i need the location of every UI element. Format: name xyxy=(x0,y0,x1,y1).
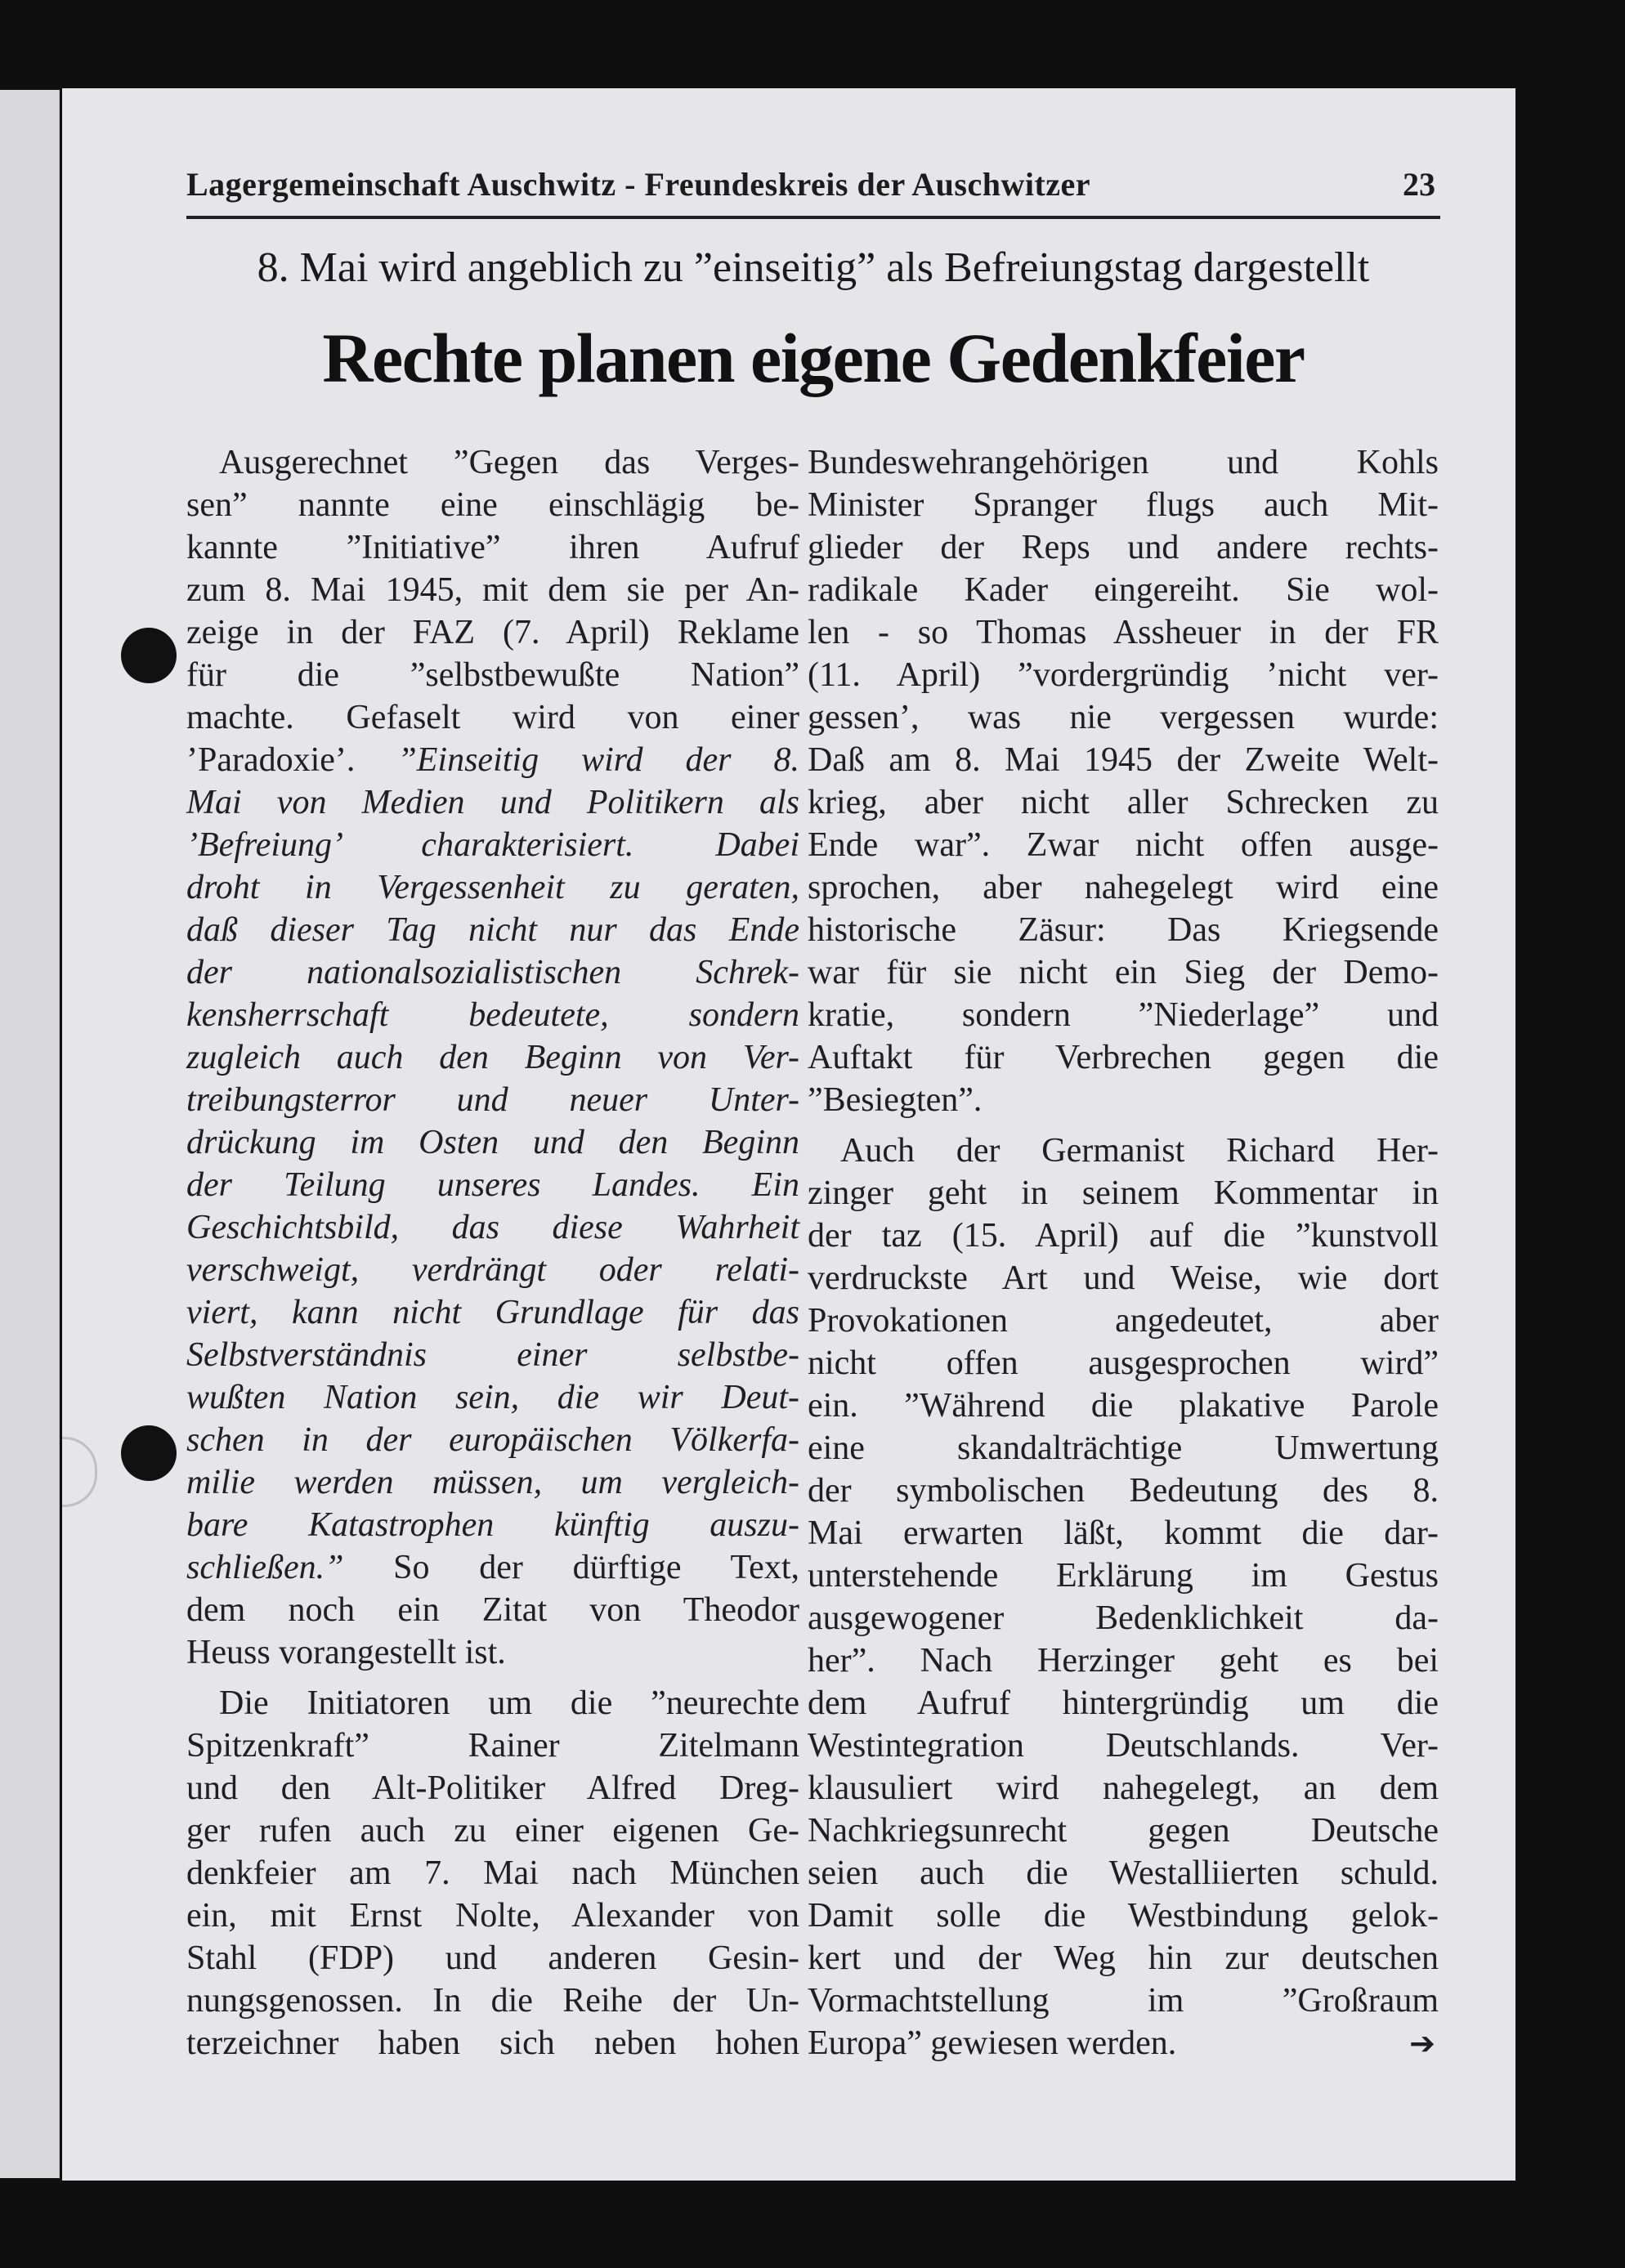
text-line: len - so Thomas Assheuer in der FR xyxy=(808,614,1439,651)
text-line: ger rufen auch zu einer eigenen Ge- xyxy=(186,1812,799,1850)
quote-line: wußten Nation sein, die wir Deut- xyxy=(186,1379,799,1416)
text-line: Minister Spranger flugs auch Mit- xyxy=(808,486,1439,524)
text-line: nicht offen ausgesprochen wird” xyxy=(808,1344,1439,1382)
text-line: (11. April) ”vordergründig ’nicht ver- xyxy=(808,656,1439,694)
text-run: So der dürftige Text, xyxy=(343,1549,799,1586)
quote-run: ”Einseitig wird der 8. xyxy=(397,741,799,779)
quote-line: Selbstverständnis einer selbstbe- xyxy=(186,1336,799,1374)
text-line: denkfeier am 7. Mai nach München xyxy=(186,1854,799,1892)
text-line: sprochen, aber nahegelegt wird eine xyxy=(808,869,1439,906)
quote-line: viert, kann nicht Grundlage für das xyxy=(186,1294,799,1331)
quote-line: verschweigt, verdrängt oder relati- xyxy=(186,1251,799,1289)
text-line: Auftakt für Verbrechen gegen die xyxy=(808,1039,1439,1076)
text-line: ein, mit Ernst Nolte, Alexander von xyxy=(186,1897,799,1935)
text-line: verdruckste Art und Weise, wie dort xyxy=(808,1259,1439,1297)
article-headline: Rechte planen eigene Gedenkfeier xyxy=(322,319,1305,397)
text-run: ’Paradoxie’. xyxy=(186,741,398,779)
text-line: Daß am 8. Mai 1945 der Zweite Welt- xyxy=(808,741,1439,779)
text-line: Nachkriegsunrecht gegen Deutsche xyxy=(808,1812,1439,1850)
page-edge-mark xyxy=(62,1437,97,1507)
text-line: ein. ”Während die plakative Parole xyxy=(808,1387,1439,1425)
text-line: Vormachtstellung im ”Großraum xyxy=(808,1982,1439,2020)
text-line xyxy=(808,2022,1439,2064)
quote-line: droht in Vergessenheit zu geraten, xyxy=(186,869,799,906)
text-line: nungsgenossen. In die Reihe der Un- xyxy=(186,1982,799,2020)
text-line: kert und der Weg hin zur deutschen xyxy=(808,1939,1439,1977)
page-header xyxy=(186,159,1440,219)
text-line: her”. Nach Herzinger geht es bei xyxy=(808,1642,1439,1680)
quote-line: der Teilung unseres Landes. Ein xyxy=(186,1166,799,1204)
text-line: zeige in der FAZ (7. April) Reklame xyxy=(186,614,799,651)
text-line: ausgewogener Bedenklichkeit da- xyxy=(808,1599,1439,1637)
text-line xyxy=(186,739,799,781)
quote-line: bare Katastrophen künftig auszu- xyxy=(186,1506,799,1544)
running-head: Lagergemeinschaft Auschwitz - Freundeskreis der Auschwitzer xyxy=(186,166,1091,203)
text-line: der symbolischen Bedeutung des 8. xyxy=(808,1472,1439,1510)
quote-run: schließen.” xyxy=(186,1549,344,1586)
text-line: krieg, aber nicht aller Schrecken zu xyxy=(808,784,1439,821)
page-number: 23 xyxy=(1403,166,1435,203)
quote-line: milie werden müssen, um vergleich- xyxy=(186,1464,799,1501)
text-line: glieder der Reps und andere rechts- xyxy=(808,529,1439,566)
document-page xyxy=(62,88,1515,2181)
quote-line: der nationalsozialistischen Schrek- xyxy=(186,954,799,991)
left-column xyxy=(186,441,799,2133)
quote-line: schen in der europäischen Völkerfa- xyxy=(186,1421,799,1459)
text-line: Heuss vorangestellt ist. xyxy=(186,1634,506,1671)
text-line: Die Initiatoren um die ”neurechte xyxy=(219,1684,799,1722)
text-line: war für sie nicht ein Sieg der Demo- xyxy=(808,954,1439,991)
quote-line: drückung im Osten und den Beginn xyxy=(186,1124,799,1161)
text-line: dem noch ein Zitat von Theodor xyxy=(186,1591,799,1629)
adjacent-page-edge xyxy=(0,90,60,2178)
text-line: Auch der Germanist Richard Her- xyxy=(840,1132,1439,1170)
text-line: gessen’, was nie vergessen wurde: xyxy=(808,699,1439,736)
punch-hole-upper xyxy=(121,628,177,683)
text-line: terzeichner haben sich neben hohen xyxy=(186,2024,799,2062)
text-line: Mai erwarten läßt, kommt die dar- xyxy=(808,1514,1439,1552)
text-line: Bundeswehrangehörigen und Kohls xyxy=(808,444,1439,481)
text-run: Europa” gewiesen werden. xyxy=(808,2024,1177,2062)
quote-line: Mai von Medien und Politikern als xyxy=(186,784,799,821)
text-line: klausuliert wird nahegelegt, an dem xyxy=(808,1769,1439,1807)
article-kicker: 8. Mai wird angeblich zu ”einseitig” als Befreiungstag dargestellt xyxy=(257,244,1370,291)
text-line: seien auch die Westalliierten schuld. xyxy=(808,1854,1439,1892)
text-line: ”Besiegten”. xyxy=(808,1081,983,1119)
text-line: radikale Kader eingereiht. Sie wol- xyxy=(808,571,1439,609)
quote-line: ’Befreiung’ charakterisiert. Dabei xyxy=(186,826,799,864)
text-line: unterstehende Erklärung im Gestus xyxy=(808,1557,1439,1595)
text-line: Provokationen angedeutet, aber xyxy=(808,1302,1439,1340)
text-line: Damit solle die Westbindung gelok- xyxy=(808,1897,1439,1935)
text-line: Ende war”. Zwar nicht offen ausge- xyxy=(808,826,1439,864)
text-line: eine skandalträchtige Umwertung xyxy=(808,1429,1439,1467)
text-line: der taz (15. April) auf die ”kunstvoll xyxy=(808,1217,1439,1255)
quote-line: daß dieser Tag nicht nur das Ende xyxy=(186,911,799,949)
text-line: zinger geht in seinem Kommentar in xyxy=(808,1174,1439,1212)
text-line: und den Alt-Politiker Alfred Dreg- xyxy=(186,1769,799,1807)
text-line: historische Zäsur: Das Kriegsende xyxy=(808,911,1439,949)
continue-arrow-icon: ➔ xyxy=(1409,2025,1435,2061)
text-line: zum 8. Mai 1945, mit dem sie per An- xyxy=(186,571,799,609)
text-line: Stahl (FDP) und anderen Gesin- xyxy=(186,1939,799,1977)
text-line: Westintegration Deutschlands. Ver- xyxy=(808,1727,1439,1765)
text-line: kannte ”Initiative” ihren Aufruf xyxy=(186,529,799,566)
quote-line: kensherrschaft bedeutete, sondern xyxy=(186,996,799,1034)
punch-hole-lower xyxy=(121,1425,177,1481)
text-line: Ausgerechnet ”Gegen das Verges- xyxy=(219,444,799,481)
text-line: dem Aufruf hintergründig um die xyxy=(808,1684,1439,1722)
text-line: kratie, sondern ”Niederlage” und xyxy=(808,996,1439,1034)
text-line xyxy=(186,1546,799,1589)
text-line: für die ”selbstbewußte Nation” xyxy=(186,656,799,694)
right-column xyxy=(808,441,1439,2133)
text-line: machte. Gefaselt wird von einer xyxy=(186,699,799,736)
text-line: Spitzenkraft” Rainer Zitelmann xyxy=(186,1727,799,1765)
quote-line: treibungsterror und neuer Unter- xyxy=(186,1081,799,1119)
quote-line: Geschichtsbild, das diese Wahrheit xyxy=(186,1209,799,1246)
text-line: sen” nannte eine einschlägig be- xyxy=(186,486,799,524)
quote-line: zugleich auch den Beginn von Ver- xyxy=(186,1039,799,1076)
